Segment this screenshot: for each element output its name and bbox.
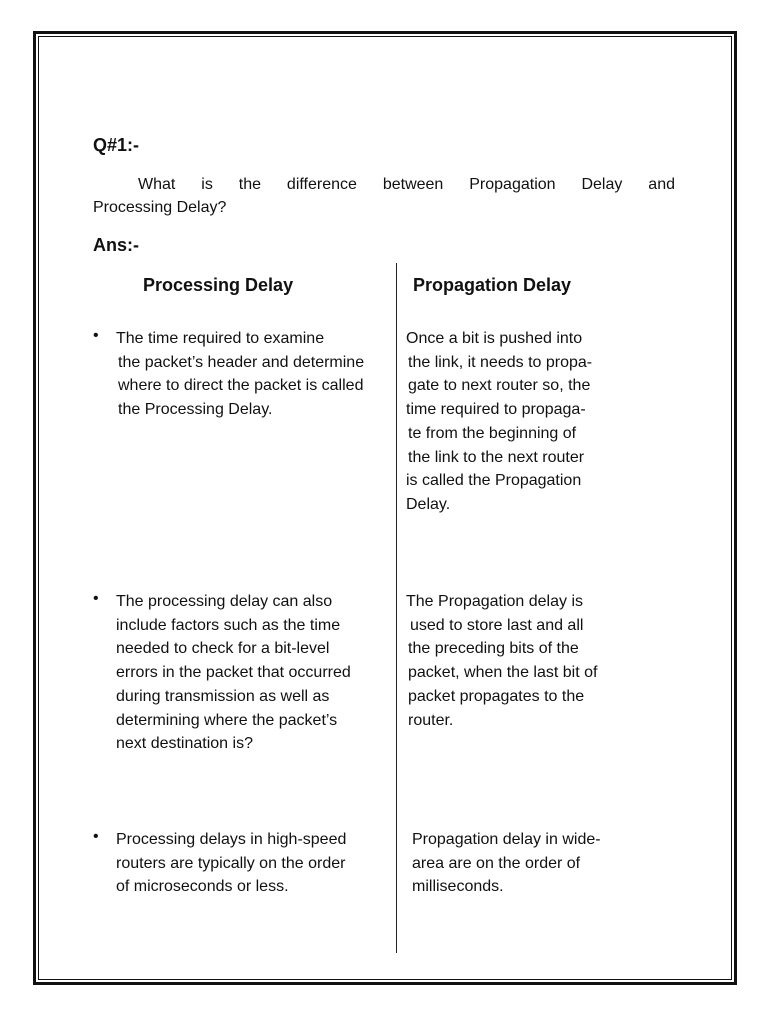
text-line: area are on the order of bbox=[412, 854, 581, 872]
text-line: The time required to examine bbox=[116, 330, 325, 347]
question-word: is bbox=[201, 176, 213, 193]
question-line-1 bbox=[93, 173, 675, 196]
text-line: The processing delay can also bbox=[116, 593, 333, 610]
answer-label: Ans:- bbox=[93, 235, 139, 255]
bullet-marker: • bbox=[93, 828, 99, 845]
text-line: is called the Propagation bbox=[406, 472, 582, 490]
question-text bbox=[93, 173, 675, 219]
text-line: te from the beginning of bbox=[408, 424, 577, 442]
text-line: The Propagation delay is bbox=[406, 593, 583, 610]
bullet-marker: • bbox=[93, 590, 99, 607]
question-word: and bbox=[648, 176, 675, 193]
processing-cell-3 bbox=[116, 828, 346, 899]
text-line: during transmission as well as bbox=[116, 687, 330, 705]
text-line: the Processing Delay. bbox=[118, 401, 273, 419]
propagation-cell-3 bbox=[412, 828, 601, 899]
text-line: the link, it needs to propa- bbox=[408, 353, 593, 371]
text-line: determining where the packet’s bbox=[116, 711, 338, 729]
propagation-cell-1 bbox=[406, 327, 592, 517]
question-word: Propagation bbox=[469, 176, 556, 193]
text-line: gate to next router so, the bbox=[408, 377, 591, 395]
question-word: Delay bbox=[581, 176, 623, 193]
text-line: Delay. bbox=[406, 495, 451, 513]
column-heading-processing: Processing Delay bbox=[143, 275, 294, 295]
text-line: packet propagates to the bbox=[408, 687, 585, 705]
text-line: where to direct the packet is called bbox=[118, 377, 364, 395]
question-label: Q#1:- bbox=[93, 135, 140, 155]
column-heading-propagation: Propagation Delay bbox=[413, 275, 572, 295]
text-line: milliseconds. bbox=[412, 878, 504, 896]
bullet-marker: • bbox=[93, 327, 99, 344]
text-line: the link to the next router bbox=[408, 448, 585, 466]
text-line: errors in the packet that occurred bbox=[116, 664, 351, 682]
question-line-2: Processing Delay? bbox=[93, 199, 227, 216]
text-line: Propagation delay in wide- bbox=[412, 831, 601, 848]
text-line: used to store last and all bbox=[410, 616, 584, 634]
question-word: What bbox=[138, 176, 176, 193]
text-line: Processing delays in high-speed bbox=[116, 831, 347, 848]
question-word: between bbox=[382, 176, 444, 193]
column-divider bbox=[396, 263, 397, 953]
text-line: needed to check for a bit-level bbox=[116, 640, 330, 658]
question-word: difference bbox=[286, 176, 357, 193]
text-line: time required to propaga- bbox=[406, 401, 586, 419]
processing-cell-1 bbox=[116, 327, 364, 422]
text-line: of microseconds or less. bbox=[116, 878, 289, 896]
question-word: the bbox=[238, 176, 261, 193]
text-line: packet, when the last bit of bbox=[408, 664, 598, 682]
text-line: router. bbox=[408, 711, 454, 729]
text-line: next destination is? bbox=[116, 735, 253, 753]
propagation-cell-2 bbox=[406, 590, 597, 732]
text-line: Once a bit is pushed into bbox=[406, 330, 583, 347]
processing-cell-2 bbox=[116, 590, 351, 756]
text-line: the preceding bits of the bbox=[408, 640, 579, 658]
text-line: include factors such as the time bbox=[116, 616, 341, 634]
text-line: the packet’s header and determine bbox=[118, 353, 365, 371]
text-line: routers are typically on the order bbox=[116, 854, 346, 872]
